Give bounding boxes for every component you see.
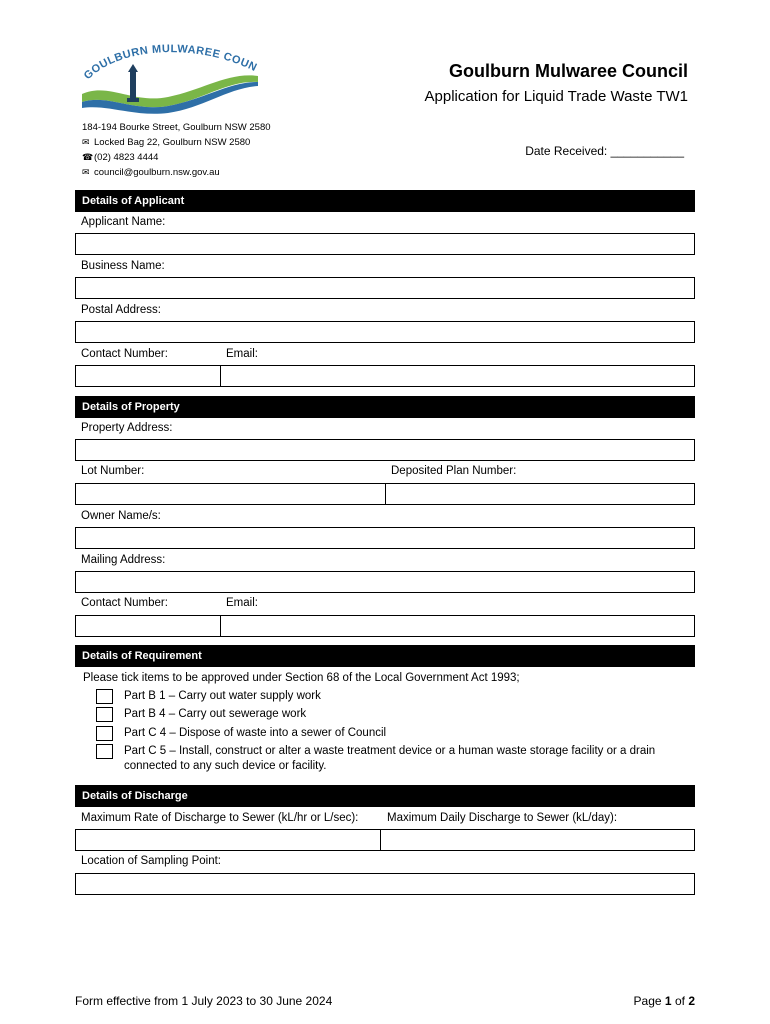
envelope-icon: ✉ — [82, 167, 90, 177]
page-of: of — [674, 994, 685, 1008]
business-name-field[interactable] — [75, 277, 695, 299]
business-name-label: Business Name: — [81, 260, 165, 272]
mailing-address-label: Mailing Address: — [81, 554, 166, 566]
max-rate-field[interactable] — [75, 829, 381, 851]
svg-text:GOULBURN MULWAREE COUNCIL: GOULBURN MULWAREE COUN — [81, 43, 259, 83]
phone-number: (02) 4823 4444 — [94, 152, 159, 163]
checkbox-label-part-b1: Part B 1 – Carry out water supply work — [124, 690, 321, 702]
lot-number-label: Lot Number: — [81, 465, 145, 477]
lot-number-field[interactable] — [75, 483, 386, 505]
page-number — [634, 994, 695, 1008]
checkbox-part-c4[interactable] — [96, 726, 113, 741]
postal-address-label: Postal Address: — [81, 304, 161, 316]
page-word: Page — [633, 994, 662, 1008]
date-received-label: Date Received: ___________ — [525, 144, 684, 158]
property-address-label: Property Address: — [81, 422, 173, 434]
property-contact-number-field[interactable] — [75, 615, 221, 637]
section-property-heading: Details of Property — [75, 396, 695, 418]
form-effective-date: Form effective from 1 July 2023 to 30 June 2024 — [75, 994, 333, 1008]
property-email-field[interactable] — [220, 615, 695, 637]
street-address: 184-194 Bourke Street, Goulburn NSW 2580 — [82, 122, 271, 133]
checkbox-label-part-c4: Part C 4 – Dispose of waste into a sewer of Council — [124, 727, 387, 739]
deposited-plan-field[interactable] — [385, 483, 695, 505]
sampling-point-label: Location of Sampling Point: — [81, 855, 222, 867]
requirement-intro: Please tick items to be approved under Section 68 of the Local Government Act 1993; — [83, 672, 520, 684]
applicant-name-label: Applicant Name: — [81, 216, 166, 228]
contact-email — [82, 167, 220, 178]
organization-name: Goulburn Mulwaree Council — [448, 61, 688, 81]
envelope-icon: ✉ — [82, 137, 90, 147]
council-logo-graphic — [78, 42, 263, 117]
applicant-contact-number-label: Contact Number: — [81, 348, 168, 360]
contact-postal — [82, 137, 250, 148]
sampling-point-field[interactable] — [75, 873, 695, 895]
property-address-field[interactable] — [75, 439, 695, 461]
property-contact-number-label: Contact Number: — [81, 597, 168, 609]
checkbox-label-part-c5-continued: connected to any such device or facility. — [124, 760, 327, 772]
phone-icon: ☎ — [82, 152, 94, 162]
property-email-label: Email: — [226, 597, 258, 609]
checkbox-label-part-c5: Part C 5 – Install, construct or alter a waste treatment device or a human waste storage facility or a drain — [124, 745, 656, 757]
owner-names-label: Owner Name/s: — [81, 510, 161, 522]
checkbox-part-b4[interactable] — [96, 707, 113, 722]
contact-address — [82, 122, 271, 133]
checkbox-part-b1[interactable] — [96, 689, 113, 704]
checkbox-part-c5[interactable] — [96, 744, 113, 759]
contact-phone — [82, 152, 158, 163]
max-daily-field[interactable] — [380, 829, 695, 851]
deposited-plan-label: Deposited Plan Number: — [391, 465, 517, 477]
applicant-contact-number-field[interactable] — [75, 365, 221, 387]
section-requirement-heading: Details of Requirement — [75, 645, 695, 667]
page-current: 1 — [664, 994, 672, 1008]
checkbox-label-part-b4: Part B 4 – Carry out sewerage work — [124, 708, 307, 720]
postal-address-field[interactable] — [75, 321, 695, 343]
applicant-name-field[interactable] — [75, 233, 695, 255]
mailing-address-field[interactable] — [75, 571, 695, 593]
section-applicant-heading: Details of Applicant — [75, 190, 695, 212]
max-daily-label: Maximum Daily Discharge to Sewer (kL/day): — [387, 812, 618, 824]
owner-names-field[interactable] — [75, 527, 695, 549]
max-rate-label: Maximum Rate of Discharge to Sewer (kL/hr or L/sec): — [81, 812, 359, 824]
form-title: Application for Liquid Trade Waste TW1 — [424, 88, 688, 105]
postal-address: Locked Bag 22, Goulburn NSW 2580 — [94, 137, 251, 148]
applicant-email-field[interactable] — [220, 365, 695, 387]
email-address: council@goulburn.nsw.gov.au — [94, 167, 220, 178]
council-logo — [78, 42, 263, 117]
applicant-email-label: Email: — [226, 348, 258, 360]
page-total: 2 — [688, 994, 695, 1008]
section-discharge-heading: Details of Discharge — [75, 785, 695, 807]
